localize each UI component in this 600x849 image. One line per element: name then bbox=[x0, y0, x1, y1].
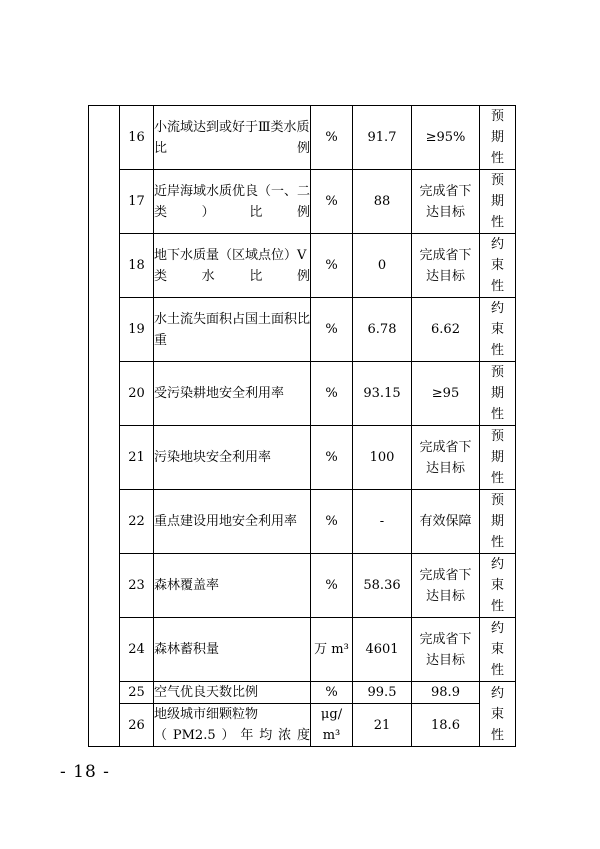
target-value bbox=[412, 426, 480, 490]
target-text: 完成省下达目标 bbox=[419, 183, 472, 220]
indicator-name: 小流域达到或好于Ⅲ类水质比例 bbox=[154, 106, 311, 170]
indicator-name: 森林蓄积量 bbox=[154, 618, 311, 682]
attribute-cell bbox=[480, 682, 516, 747]
base-value: 88 bbox=[353, 170, 412, 234]
target-text: 完成省下达目标 bbox=[419, 631, 472, 668]
attribute-cell bbox=[480, 170, 516, 234]
unit-text: μg/m³ bbox=[320, 707, 343, 743]
row-number: 22 bbox=[120, 490, 154, 554]
indicator-name: 地级城市细颗粒物（PM2.5）年均浓度 bbox=[154, 704, 311, 747]
attribute-cell bbox=[480, 234, 516, 298]
target-text: 完成省下达目标 bbox=[419, 439, 472, 476]
indicator-name: 重点建设用地安全利用率 bbox=[154, 490, 311, 554]
category-cell bbox=[89, 106, 120, 747]
target-text: 完成省下达目标 bbox=[419, 567, 472, 604]
target-value: ≥95 bbox=[412, 362, 480, 426]
table-row bbox=[89, 554, 516, 618]
base-value: 4601 bbox=[353, 618, 412, 682]
unit-cell: % bbox=[311, 682, 353, 704]
base-value: 93.15 bbox=[353, 362, 412, 426]
attribute-cell bbox=[480, 106, 516, 170]
indicator-name: 水土流失面积占国土面积比重 bbox=[154, 298, 311, 362]
row-number: 23 bbox=[120, 554, 154, 618]
indicator-name: 受污染耕地安全利用率 bbox=[154, 362, 311, 426]
row-number: 24 bbox=[120, 618, 154, 682]
base-value: 91.7 bbox=[353, 106, 412, 170]
indicator-name: 地下水质量（区域点位）Ⅴ类水比例 bbox=[154, 234, 311, 298]
attribute-text: 约束性 bbox=[490, 621, 504, 678]
row-number: 21 bbox=[120, 426, 154, 490]
target-value bbox=[412, 554, 480, 618]
attribute-cell bbox=[480, 490, 516, 554]
base-value: 99.5 bbox=[353, 682, 412, 704]
indicator-name: 近岸海域水质优良（一、二类）比例 bbox=[154, 170, 311, 234]
base-value: 6.78 bbox=[353, 298, 412, 362]
target-value: 98.9 bbox=[412, 682, 480, 704]
unit-cell: % bbox=[311, 298, 353, 362]
attribute-text: 预期性 bbox=[490, 365, 504, 422]
attribute-cell bbox=[480, 554, 516, 618]
page-number: - 18 - bbox=[60, 762, 110, 782]
target-value: 6.62 bbox=[412, 298, 480, 362]
table-row bbox=[89, 234, 516, 298]
unit-cell bbox=[311, 704, 353, 747]
attribute-cell bbox=[480, 618, 516, 682]
base-value: - bbox=[353, 490, 412, 554]
table-row bbox=[89, 170, 516, 234]
indicator-table bbox=[88, 105, 516, 747]
unit-cell: % bbox=[311, 490, 353, 554]
row-number: 20 bbox=[120, 362, 154, 426]
unit-cell: % bbox=[311, 106, 353, 170]
table-row bbox=[89, 490, 516, 554]
base-value: 58.36 bbox=[353, 554, 412, 618]
row-number: 19 bbox=[120, 298, 154, 362]
target-value: 18.6 bbox=[412, 704, 480, 747]
attribute-text: 约束性 bbox=[490, 557, 504, 614]
attribute-text: 约束性 bbox=[490, 301, 504, 358]
unit-cell: % bbox=[311, 170, 353, 234]
attribute-cell bbox=[480, 362, 516, 426]
indicator-name: 空气优良天数比例 bbox=[154, 682, 311, 704]
unit-cell: % bbox=[311, 234, 353, 298]
table-row bbox=[89, 106, 516, 170]
target-value: ≥95% bbox=[412, 106, 480, 170]
base-value: 0 bbox=[353, 234, 412, 298]
row-number: 17 bbox=[120, 170, 154, 234]
unit-cell: 万 m³ bbox=[311, 618, 353, 682]
table-row bbox=[89, 618, 516, 682]
unit-cell: % bbox=[311, 362, 353, 426]
unit-cell: % bbox=[311, 426, 353, 490]
target-value bbox=[412, 618, 480, 682]
base-value: 21 bbox=[353, 704, 412, 747]
unit-cell: % bbox=[311, 554, 353, 618]
target-text: 完成省下达目标 bbox=[419, 247, 472, 284]
attribute-text: 约束性 bbox=[490, 685, 504, 743]
attribute-text: 预期性 bbox=[490, 429, 504, 486]
row-number: 25 bbox=[120, 682, 154, 704]
base-value: 100 bbox=[353, 426, 412, 490]
row-number: 16 bbox=[120, 106, 154, 170]
target-value bbox=[412, 234, 480, 298]
table-row bbox=[89, 704, 516, 747]
row-number: 18 bbox=[120, 234, 154, 298]
table-row bbox=[89, 362, 516, 426]
target-value: 有效保障 bbox=[412, 490, 480, 554]
table-row bbox=[89, 298, 516, 362]
indicator-name: 森林覆盖率 bbox=[154, 554, 311, 618]
attribute-text: 预期性 bbox=[490, 493, 504, 550]
row-number: 26 bbox=[120, 704, 154, 747]
attribute-text: 预期性 bbox=[490, 109, 504, 166]
attribute-text: 约束性 bbox=[490, 237, 504, 294]
attribute-text: 预期性 bbox=[490, 173, 504, 230]
attribute-cell bbox=[480, 298, 516, 362]
indicator-name: 污染地块安全利用率 bbox=[154, 426, 311, 490]
attribute-cell bbox=[480, 426, 516, 490]
target-value bbox=[412, 170, 480, 234]
table-row bbox=[89, 426, 516, 490]
table-row bbox=[89, 682, 516, 704]
